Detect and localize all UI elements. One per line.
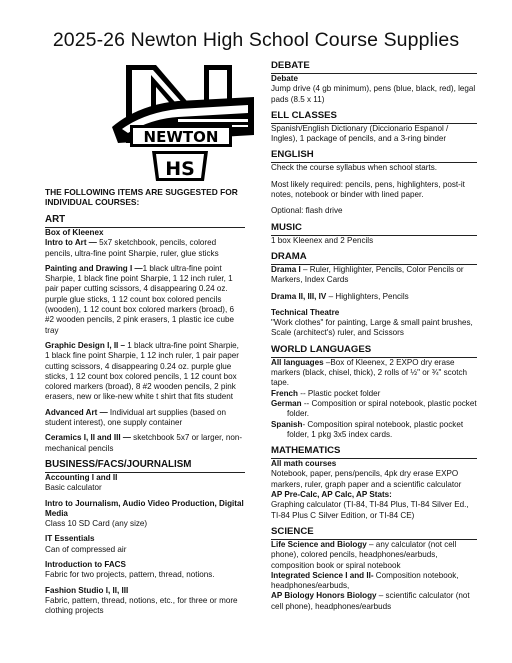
tech-theatre-text: "Work clothes" for painting, Large & small paint brushes, Scale (architect's) ruler, and Scissors [271,318,473,338]
it-text: Can of compressed air [45,544,127,554]
it-title: IT Essentials [45,534,95,544]
art-ceramics-text: sketchbook 5x7 or larger, non-mechanical pencils [45,433,243,453]
science-integrated [271,571,477,592]
drama2-title: Drama II, III, IV [271,291,327,301]
art-graphic [45,341,245,403]
drama1 [271,265,477,286]
ap-biology-text: – scientific calculator (not cell phone), headphones/earbuds [271,591,470,611]
ell-heading: ELL CLASSES [271,110,477,124]
accounting-title: Accounting I and II [45,472,118,482]
art-ceramics-title: Ceramics I, II and III — [45,433,131,443]
tech-theatre-title: Technical Theatre [271,307,340,317]
science-life [271,540,477,571]
mathematics-heading: MATHEMATICS [271,445,477,459]
science-ap-bio [271,591,477,612]
drama-heading: DRAMA [271,251,477,265]
math-all-text: Notebook, paper, pens/pencils, 4pk dry erase EXPO markers, ruler, graph paper and a scientific calculator [271,469,462,489]
life-science-text: – any calculator (not cell phone), colored pencils, headphones/earbuds, composition book or spiral notebook [271,539,457,570]
drama2-text: – Highlighters, Pencils [326,291,409,301]
right-column [271,60,477,617]
journalism-title: Intro to Journalism, Audio Video Production, Digital Media [45,498,244,518]
art-painting-text: 1 black ultra-fine point Sharpie, 1 black fine point Sharpie, 1 12 inch ruler, 1 pair paper cutting scissors, 4 disappearing 0.24 oz. purple glue sticks, 1 12 count box colored pencils (wooden), 1 12 count box colored markers (broad), 6 #2 wooden pencils, 2 pink erasers, 1 plastic ice cube tray [45,263,234,335]
world-all [271,358,477,389]
art-advanced-text: Individual art supplies (based on student interest), one supply container [45,407,227,428]
art-intro-text: 5x7 sketchbook, pencils, colored pencils, ultra-fine point Sharpie, ruler, glue sticks [45,238,219,258]
facs-title: Introduction to FACS [45,560,126,570]
world-french [271,389,477,399]
page-title: 2025-26 Newton High School Course Supplies [52,29,460,51]
art-painting-title: Painting and Drawing I — [45,263,143,273]
spanish-title: Spanish [271,419,303,429]
world-all-title: All languages [271,357,324,367]
art-kleenex-label: Box of Kleenex [45,228,104,237]
logo-hs-text: HS [165,158,195,180]
world-spanish [271,420,477,441]
french-title: French [271,388,298,398]
art-advanced-title: Advanced Art — [45,407,108,417]
english-line1: Check the course syllabus when school starts. [271,163,438,173]
art-intro-title: Intro to Art — [45,238,97,248]
debate-subtitle: Debate [271,74,298,83]
journalism-text: Class 10 SD Card (any size) [45,519,148,529]
life-science-title: Life Science and Biology [271,539,367,549]
art-intro [45,238,245,259]
art-heading: ART [45,214,245,228]
drama1-title: Drama I [271,264,301,274]
art-painting [45,264,245,336]
music-text: 1 box Kleenex and 2 Pencils [271,235,374,245]
integrated-science-title: Integrated Science I and II- [271,570,374,580]
english-line2: Most likely required: pencils, pens, highlighters, post-it notes, notebook or binder with lined paper. [271,179,465,200]
world-german [271,399,477,420]
english-heading: ENGLISH [271,149,477,163]
debate-text: Jump drive (4 gb minimum), pens (blue, black, red), legal pads (8.5 x 11) [271,84,476,104]
suggested-heading: THE FOLLOWING ITEMS ARE SUGGESTED FOR INDIVIDUAL COURSES: [45,187,238,207]
german-title: German [271,398,302,408]
math-ap-title: AP Pre-Calc, AP Calc, AP Stats: [271,490,392,500]
world-languages-heading: WORLD LANGUAGES [271,344,477,358]
art-graphic-title: Graphic Design I, II – [45,340,126,350]
math-ap-text: Graphing calculator (TI-84, TI-84 Plus, TI-84 Silver Ed., TI-84 Plus C Silver Edition, or TI-84 CE) [271,500,469,520]
left-column [45,56,245,622]
science-heading: SCIENCE [271,526,477,540]
debate-heading: DEBATE [271,60,477,74]
fashion-text: Fabric, pattern, thread, notions, etc., for three or more clothing projects [45,595,238,616]
ap-biology-title: AP Biology Honors Biology [271,591,377,601]
german-text: -- Composition or spiral notebook, plastic pocket folder. [287,398,477,419]
art-ceramics [45,433,245,454]
art-graphic-text: 1 black ultra-fine point Sharpie, 1 black fine point Sharpie, 1 12 inch ruler, 1 pair paper cutting scissors, 4 disappearing 0.24 oz. purple glue sticks, 1 12 count box colored pencils, 1 12 count box colored markers (broad), 8 #2 wooden pencils, 2 pink erasers, new or like-new white t shirt that fits student [45,340,239,402]
english-line3: Optional: flash drive [271,206,343,216]
drama2 [271,292,477,302]
facs-text: Fabric for two projects, pattern, thread, notions. [45,570,215,580]
business-heading: BUSINESS/FACS/JOURNALISM [45,459,245,473]
world-all-text: –Box of Kleenex, 2 EXPO dry erase markers (black, chisel, thick), 2 rolls of ½" or ¾" scotch tape. [271,357,468,388]
math-all-title: All math courses [271,459,337,469]
integrated-science-text: Composition notebook, headphones/earbuds, [271,570,459,591]
art-advanced [45,408,245,429]
drama1-text: – Ruler, Highlighter, Pencils, Color Pencils or Markers, Index Cards [271,264,464,285]
ell-text: Spanish/English Dictionary (Diccionario Espanol / Ingles), 1 package of pencils, and a 3-ring binder [271,123,449,144]
accounting-text: Basic calculator [45,483,102,493]
fashion-title: Fashion Studio I, II, III [45,585,129,595]
logo-newton-text: NEWTON [143,128,219,146]
french-text: -- Plastic pocket folder [298,388,381,398]
spanish-text: - Composition spiral notebook, plastic pocket folder, 1 pkg 3x5 index cards. [287,419,464,439]
music-heading: MUSIC [271,222,477,236]
